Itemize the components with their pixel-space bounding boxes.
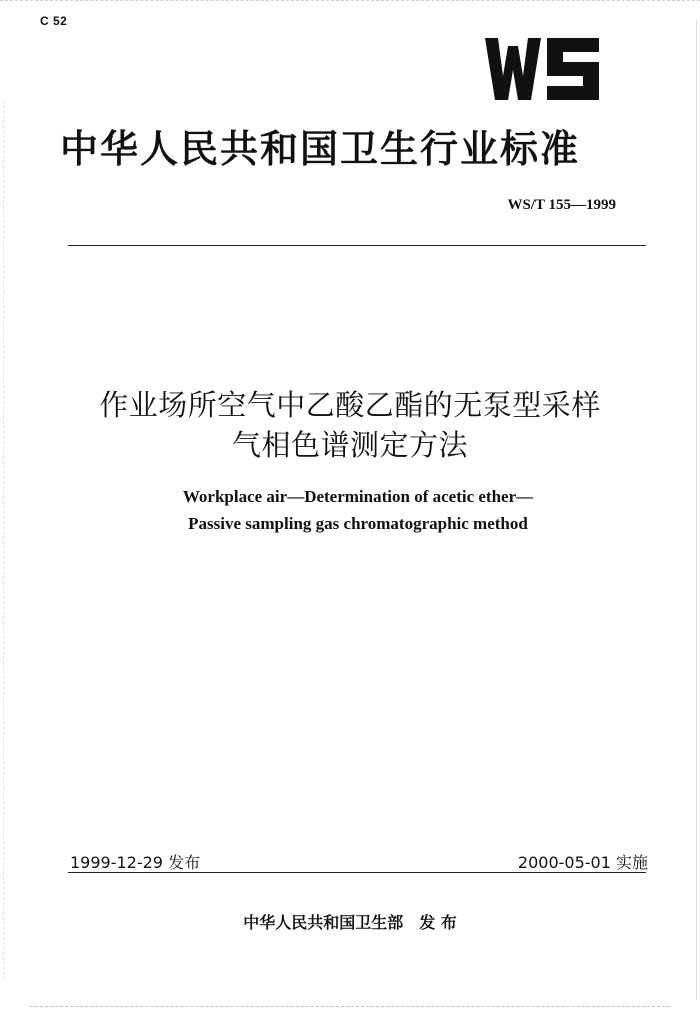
english-title-line-2: Passive sampling gas chromatographic method (188, 514, 528, 533)
english-title-line-1: Workplace air—Determination of acetic ether— (182, 487, 534, 506)
implementation-date: 2000-05-01 实施 (517, 853, 648, 872)
classification-code: C 52 (40, 14, 68, 28)
logo-letter-s (547, 38, 599, 100)
page-left-edge (3, 100, 4, 980)
header-divider (68, 245, 646, 246)
footer-divider (68, 872, 646, 873)
ws-logo (485, 34, 603, 104)
publisher: 中华人民共和国卫生部 发 布 (243, 913, 457, 932)
page-bottom-edge (30, 1006, 670, 1007)
page-right-edge (696, 20, 697, 1000)
chinese-title-line-1: 作业场所空气中乙酸乙酯的无泵型采样 (99, 388, 601, 422)
chinese-title-line-2: 气相色谱测定方法 (231, 428, 468, 462)
issue-date: 1999-12-29 发布 (70, 853, 201, 872)
page-top-edge (0, 0, 700, 4)
standard-number: WS/T 155—1999 (507, 197, 616, 213)
logo-letter-w (485, 38, 541, 100)
ws-logo-graphic (485, 34, 603, 104)
organization-title: 中华人民共和国卫生行业标准 (60, 127, 581, 171)
